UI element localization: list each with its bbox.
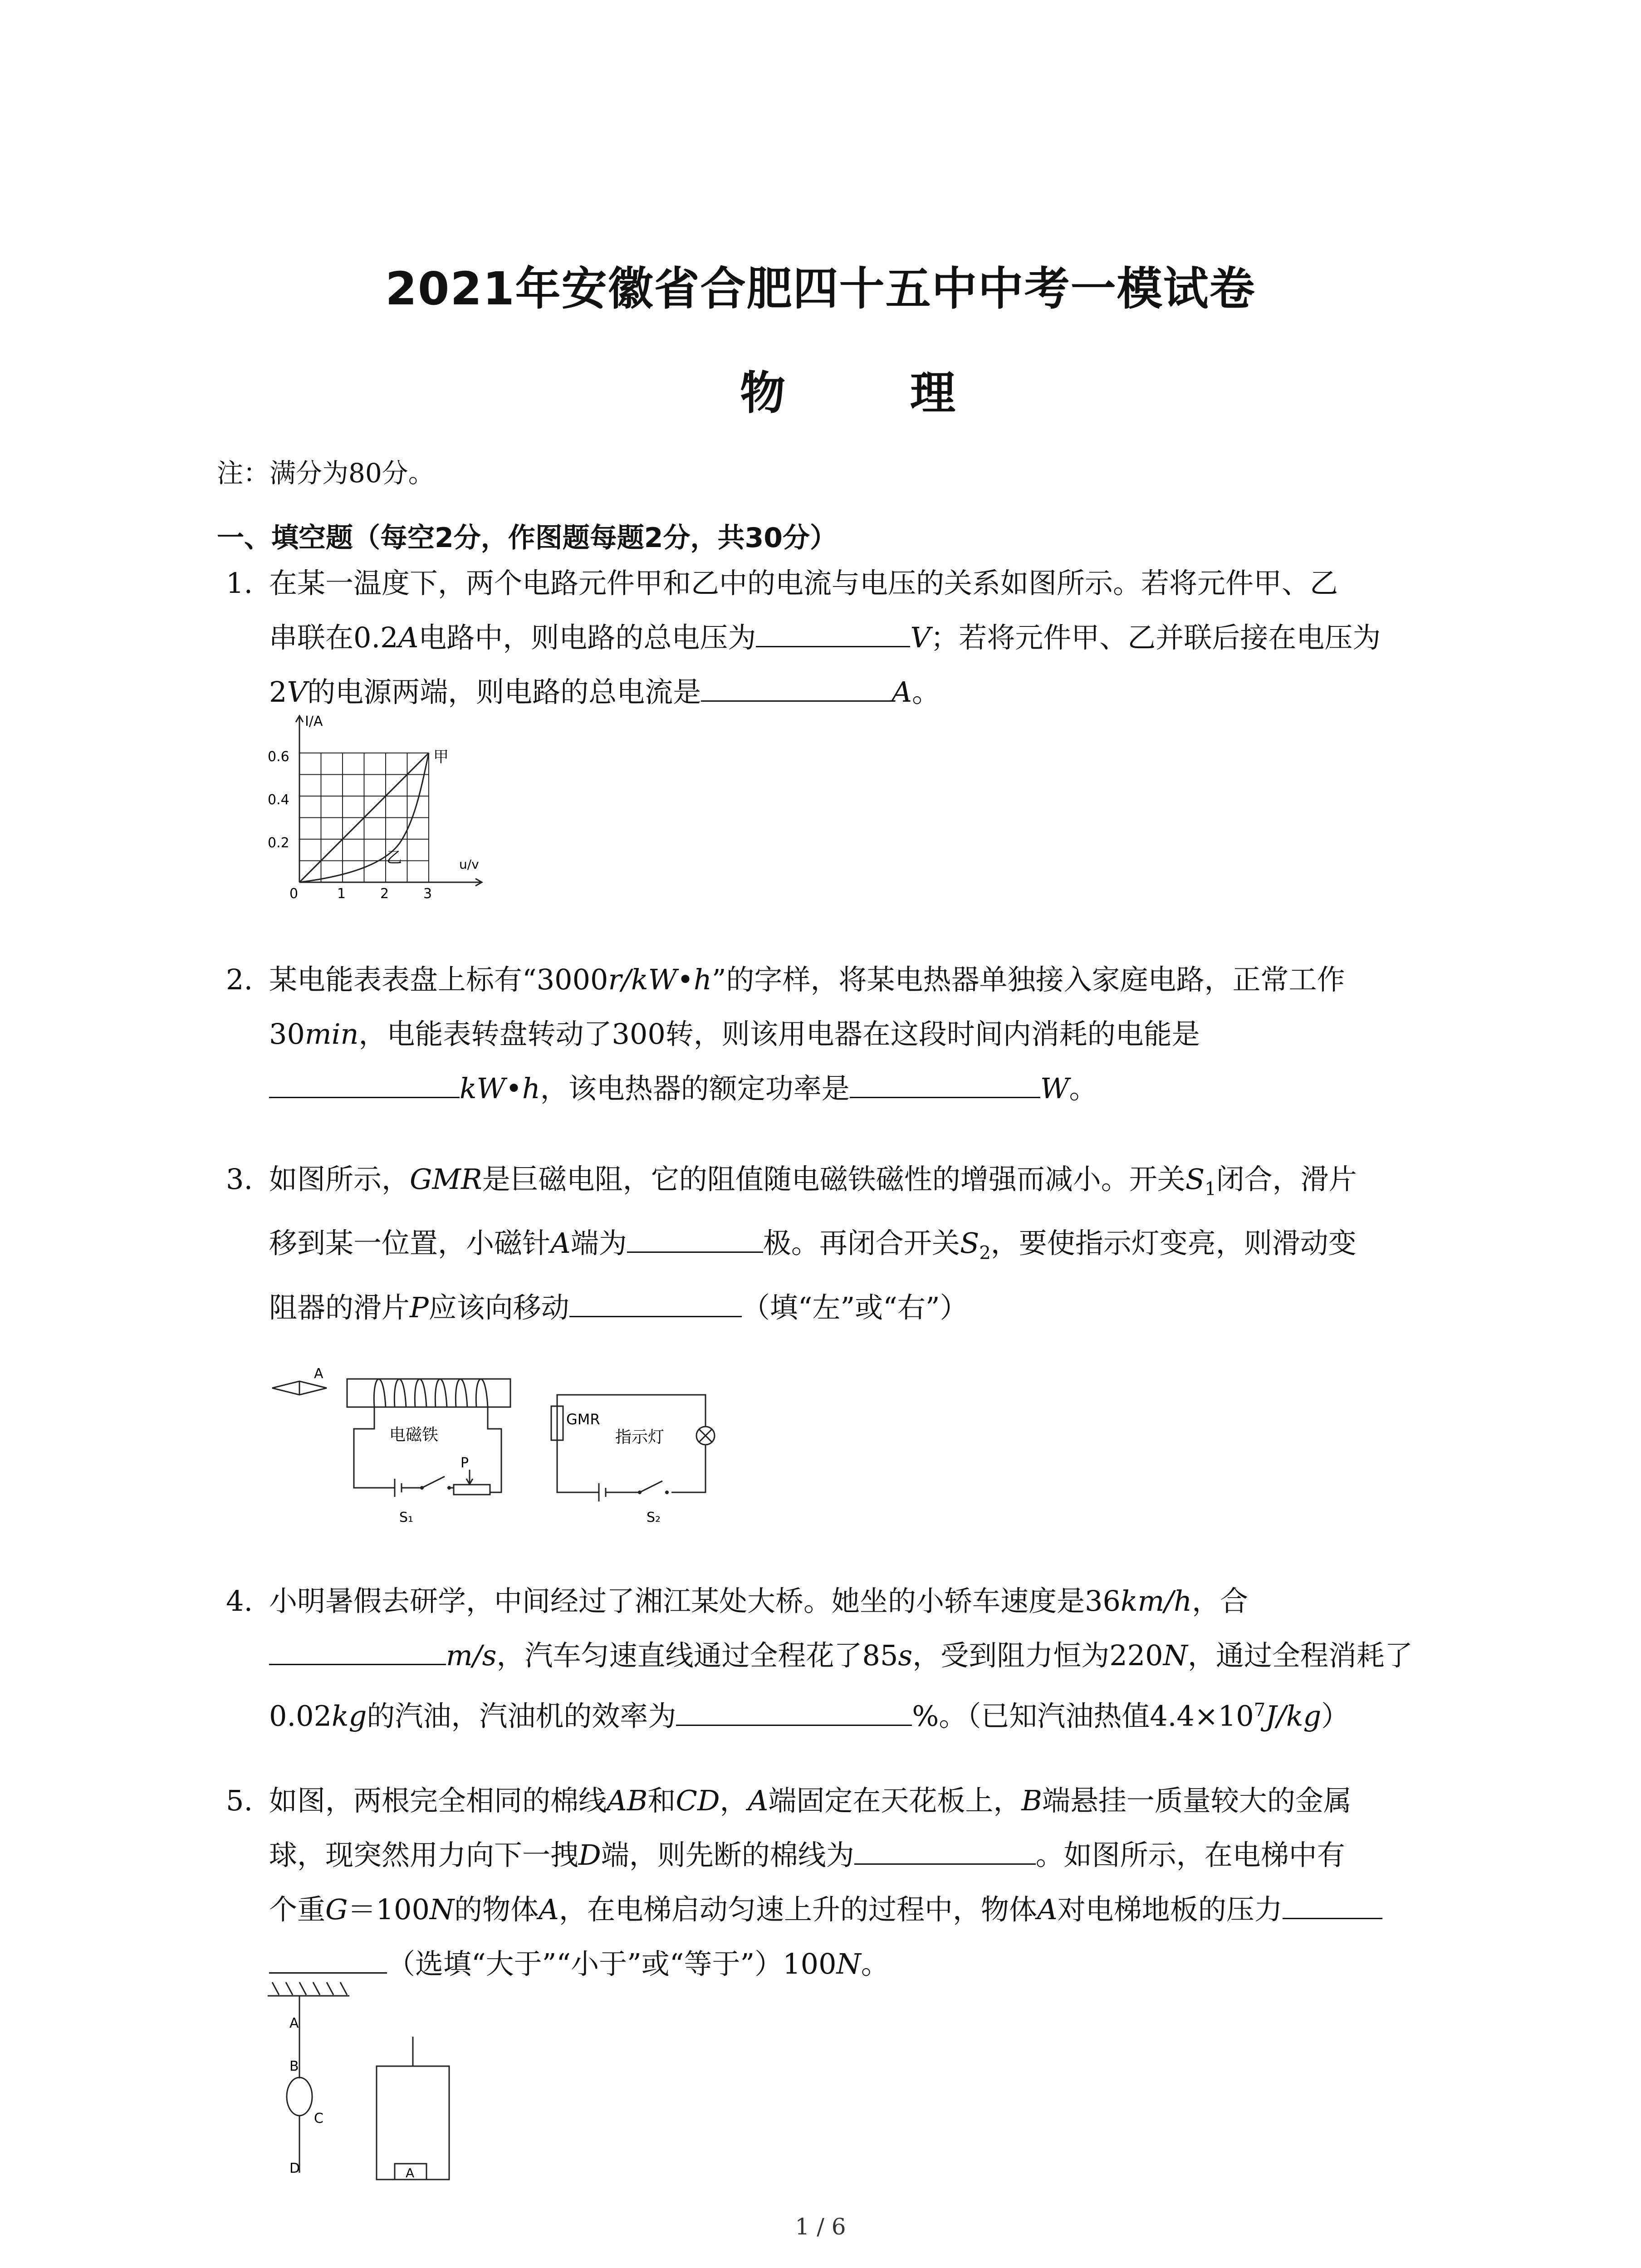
- point-c-label: C: [314, 2111, 323, 2126]
- series-label-yi: 乙: [387, 849, 402, 867]
- answer-blank-cont[interactable]: [269, 1944, 387, 1974]
- q3-line2: 移到某一位置，小磁针A端为 极。再闭合开关$S_2$，要使指示灯变亮，则滑动变: [269, 1216, 1460, 1280]
- question-2: [226, 953, 1460, 1116]
- answer-blank[interactable]: [1283, 1890, 1382, 1919]
- answer-blank[interactable]: [850, 1069, 1040, 1098]
- q1-line2: 串联在0.2A电路中，则电路的总电压为 V；若将元件甲、乙并联后接在电压为: [269, 611, 1460, 665]
- answer-blank[interactable]: [854, 1835, 1036, 1865]
- slider-label: P: [460, 1455, 469, 1471]
- q2-line2: 30min，电能表转盘转动了300转，则该用电器在这段时间内消耗的电能是: [269, 1017, 1200, 1051]
- y-tick: 0.4: [268, 792, 289, 808]
- exam-title: 2021年安徽省合肥四十五中中考一模试卷: [385, 262, 1256, 315]
- question-4: [226, 1574, 1460, 1744]
- answer-blank[interactable]: [269, 1636, 446, 1665]
- y-tick: 0.2: [268, 835, 289, 851]
- question-5: [226, 1774, 1460, 1991]
- q1-line3: 2V的电源两端，则电路的总电流是 A。: [269, 665, 1460, 719]
- question-number: 1.: [226, 567, 253, 600]
- circuit-figure: [263, 1356, 753, 1538]
- q3-line3: 阻器的滑片P应该向移动 （填“左”或“右”）: [269, 1281, 1460, 1335]
- score-note: 注：满分为80分。: [217, 458, 435, 489]
- question-number: 4.: [226, 1584, 253, 1618]
- question-number: 3.: [226, 1163, 253, 1196]
- section-heading: 一、填空题（每空2分，作图题每题2分，共30分）: [217, 522, 837, 554]
- q4-line2: m/s，汽车匀速直线通过全程花了85s，受到阻力恒为220N，通过全程消耗了: [269, 1628, 1460, 1683]
- question-number: 2.: [226, 963, 253, 996]
- subject-title: 物 理: [740, 367, 1010, 420]
- iv-graph: [254, 708, 508, 903]
- q4-line1: 小明暑假去研学，中间经过了湘江某处大桥。她坐的小轿车速度是36km/h，合: [269, 1584, 1249, 1618]
- q1-line1: 在某一温度下，两个电路元件甲和乙中的电流与电压的关系如图所示。若将元件甲、乙: [269, 567, 1338, 600]
- coil-label: 电磁铁: [389, 1426, 439, 1444]
- switch1-label: S₁: [399, 1510, 414, 1525]
- q5-line2: 球，现突然用力向下一拽D端，则先断的棉线为 。如图所示，在电梯中有: [269, 1828, 1460, 1882]
- q5-line4: （选填“大于”“小于”或“等于”）100N。: [269, 1937, 1460, 1991]
- q5-line3: 个重G＝100N的物体A，在电梯启动匀速上升的过程中，物体A对电梯地板的压力: [269, 1882, 1460, 1937]
- y-axis-label: I/A: [305, 714, 323, 729]
- question-1: [226, 556, 1460, 719]
- x-tick: 2: [380, 886, 389, 902]
- point-d-label: D: [289, 2160, 300, 2176]
- thread-elevator-figure: [263, 1978, 472, 2186]
- q5-line1: 如图，两根完全相同的棉线AB和CD，A端固定在天花板上，B端悬挂一质量较大的金属: [269, 1784, 1352, 1817]
- x-axis-label: u/v: [459, 857, 479, 872]
- question-3: [226, 1152, 1460, 1335]
- switch2-label: S₂: [647, 1510, 661, 1525]
- point-a-label: A: [289, 2015, 299, 2031]
- point-b-label: B: [289, 2058, 299, 2074]
- answer-blank[interactable]: [269, 1069, 460, 1098]
- answer-blank[interactable]: [627, 1223, 763, 1253]
- x-tick: 3: [423, 886, 432, 902]
- x-tick: 1: [337, 886, 346, 902]
- answer-blank[interactable]: [756, 618, 910, 647]
- question-number: 5.: [226, 1784, 253, 1817]
- series-label-jia: 甲: [433, 748, 449, 766]
- y-tick: 0.6: [268, 749, 289, 765]
- q2-line1: 某电能表表盘上标有“3000r/kW•h”的字样，将某电热器单独接入家庭电路，正常工作: [269, 963, 1345, 996]
- answer-blank[interactable]: [569, 1288, 742, 1317]
- answer-blank[interactable]: [701, 672, 892, 702]
- gmr-label: GMR: [566, 1411, 600, 1428]
- lamp-label: 指示灯: [615, 1428, 665, 1447]
- q2-line3: kW•h，该电热器的额定功率是 W。: [269, 1061, 1460, 1116]
- x-tick: 0: [289, 886, 299, 902]
- box-label: A: [406, 2165, 415, 2180]
- answer-blank[interactable]: [676, 1696, 912, 1726]
- q3-line1: 如图所示，GMR是巨磁电阻，它的阻值随电磁铁磁性的增强而减小。开关$S_1$闭合，滑片: [269, 1163, 1357, 1200]
- page-number: 1 / 6: [795, 2214, 846, 2240]
- q4-line3: 0.02kg的汽油，汽油机的效率为 %。（已知汽油热值$4.4\times 10^7J/kg$）: [269, 1683, 1460, 1744]
- needle-label: A: [314, 1366, 323, 1382]
